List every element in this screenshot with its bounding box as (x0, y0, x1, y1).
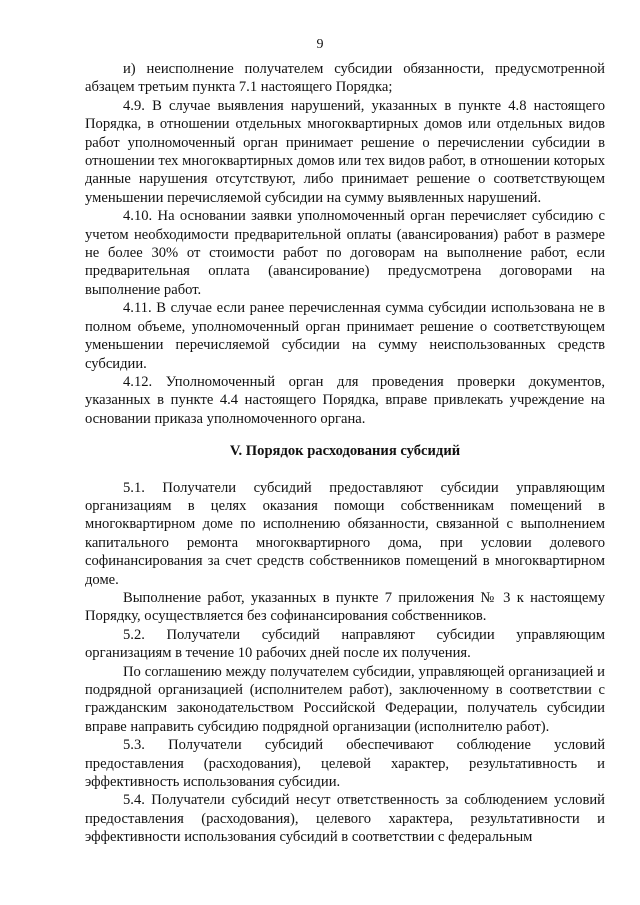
paragraph-item-i: и) неисполнение получателем субсидии обязанности, предусмотренной абзацем третьим пункта 7.1 настоящего Порядка; (85, 61, 605, 96)
paragraph-5-1-note: Выполнение работ, указанных в пункте 7 приложения № 3 к настоящему Порядку, осуществляется без софинансирования собственников. (85, 589, 605, 625)
paragraph-5-4: 5.4. Получатели субсидий несут ответственность за соблюдением условий предоставления (расходования), целевого характера, результативности и эффективности использования субсидий в соответствии с федеральным (85, 792, 605, 846)
section-heading: V. Порядок расходования субсидий (229, 443, 461, 460)
paragraph-5-1: 5.1. Получатели субсидий предоставляют субсидии управляющим организациям в целях оказания помощи собственникам помещений в многоквартирном доме по исполнению обязанности, связанной с выполнением капитального ремонта многоквартирного дома, при условии долевого софинансирования за счет средств собственников помещений в многоквартирном доме. (85, 479, 605, 588)
paragraph-4-12: 4.12. Уполномоченный орган для проведения проверки документов, указанных в пункте 4.4 настоящего Порядка, вправе привлекать учреждение на основании приказа уполномоченного органа. (85, 373, 605, 427)
paragraph-5-2-agreement: По соглашению между получателем субсидии, управляющей организацией и подрядной организацией (исполнителем работ), заключенному в соответствии с гражданским законодательством Российской Федерации, получатель субсидии вправе направить субсидию подрядной организации (исполнителю работ). (85, 663, 605, 735)
paragraph-5-2: 5.2. Получатели субсидий направляют субсидии управляющим организациям в течение 10 рабочих дней после их получения. (85, 626, 605, 662)
page-number: 9 (316, 37, 324, 52)
paragraph-4-9: 4.9. В случае выявления нарушений, указанных в пункте 4.8 настоящего Порядка, в отношении отдельных многоквартирных домов или отдельных видов работ уполномоченный орган принимает решение о перечислении субсидии в отношении тех многоквартирных домов или тех видов работ, в отношении которых данные нарушения отсутствуют, либо принимает решение о соответствующем уменьшении перечисляемой субсидии на сумму выявленных нарушений. (85, 97, 605, 206)
paragraph-4-11: 4.11. В случае если ранее перечисленная сумма субсидии использована не в полном объеме, уполномоченный орган принимает решение о соответствующем уменьшении перечисляемой субсидии на сумму неиспользованных средств субсидии. (85, 300, 605, 372)
document-body (85, 60, 605, 847)
paragraph-4-10: 4.10. На основании заявки уполномоченный орган перечисляет субсидию с учетом необходимости предварительной оплаты (авансирования) работ в размере не более 30% от стоимости работ по договорам на выполнение работ, если предварительная оплата (авансирование) предусмотрена договорами на выполнение работ. (85, 208, 605, 298)
paragraph-5-3: 5.3. Получатели субсидий обеспечивают соблюдение условий предоставления (расходования), целевой характер, результативность и эффективность использования субсидии. (85, 737, 605, 791)
